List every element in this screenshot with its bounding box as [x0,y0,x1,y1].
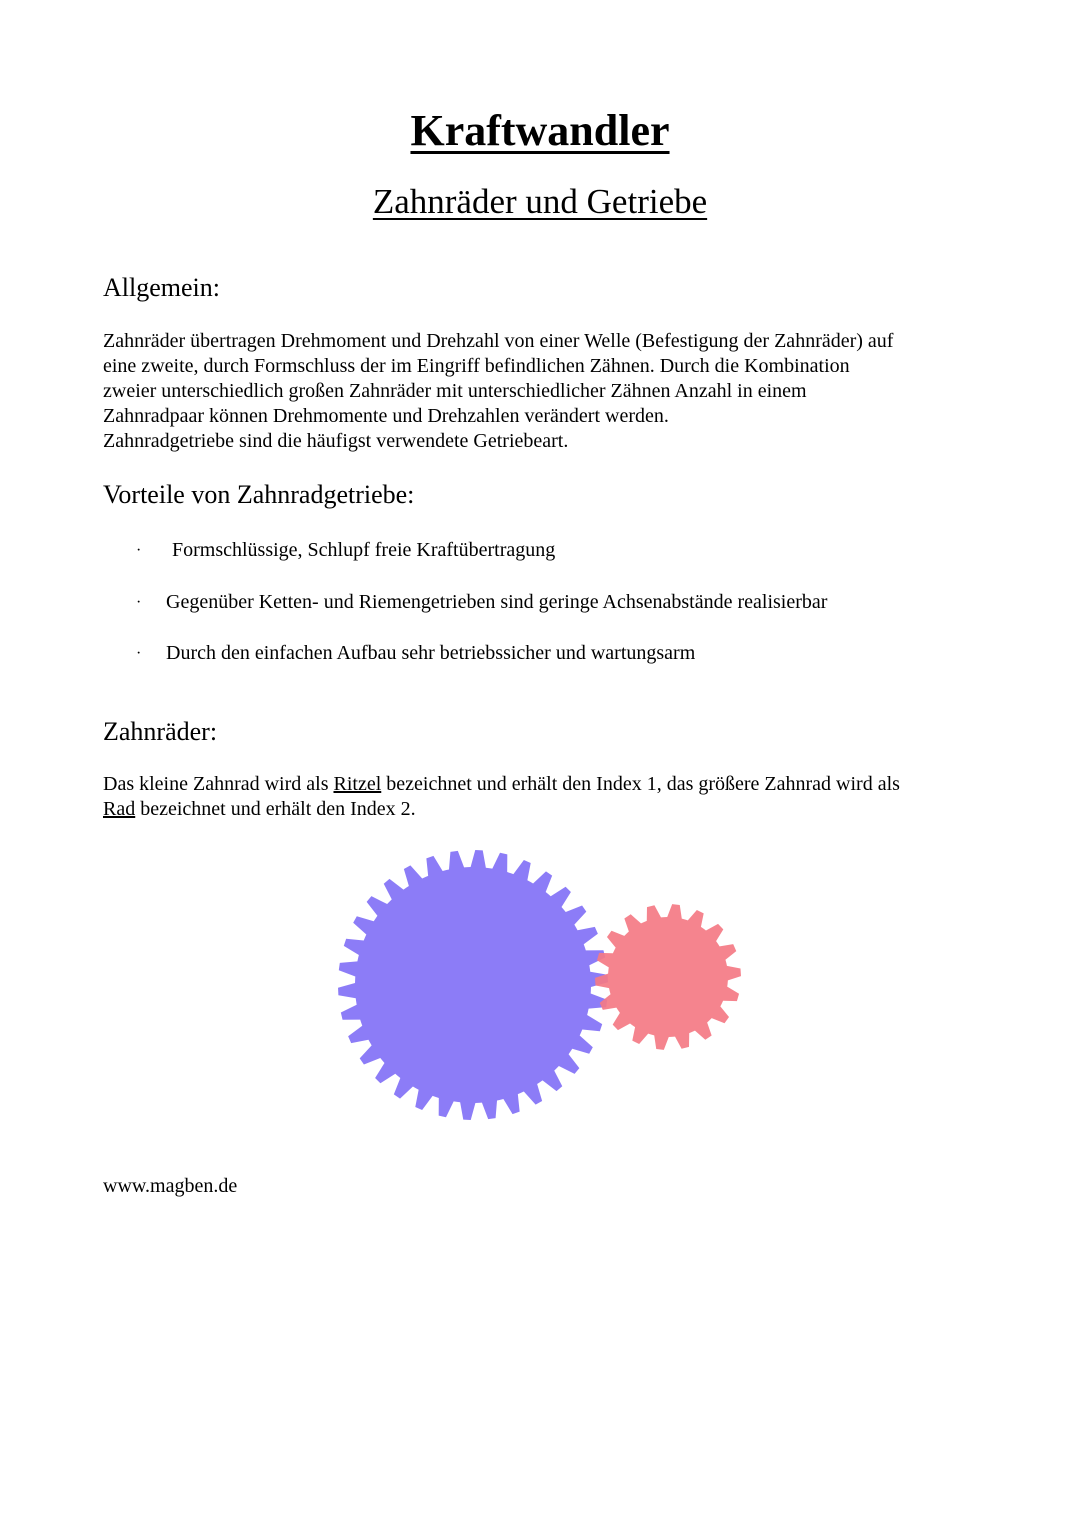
text-span: bezeichnet und erhält den Index 2. [135,798,416,820]
large-gear-icon [338,850,608,1120]
small-gear-icon [595,904,741,1050]
bullet-icon: · [136,542,142,559]
heading-gears: Zahnräder: [103,717,218,746]
text-span: bezeichnet und erhält den Index 1, das größere Zahnrad wird als [381,773,900,795]
gears-illustration [330,840,750,1130]
footer-url: www.magben.de [103,1175,238,1197]
list-item [136,590,827,615]
paragraph-line: Zahnräder übertragen Drehmoment und Drehzahl von einer Welle (Befestigung der Zahnräder) auf [103,330,894,352]
paragraph-line [103,772,1003,797]
term-ritzel: Ritzel [333,773,382,795]
heading-general: Allgemein: [103,273,220,302]
list-item [136,538,555,563]
page-title: Kraftwandler [410,106,670,155]
paragraph-gears [103,772,1003,822]
term-rad: Rad [103,798,136,820]
heading-advantages: Vorteile von Zahnradgetriebe: [103,480,415,509]
paragraph-line: eine zweite, durch Formschluss der im Eingriff befindlichen Zähnen. Durch die Kombination [103,355,850,377]
list-item-text: Formschlüssige, Schlupf freie Kraftübertragung [172,539,556,561]
paragraph-general [103,329,993,454]
list-item-text: Gegenüber Ketten- und Riemengetrieben sind geringe Achsenabstände realisierbar [166,591,828,613]
list-item-text: Durch den einfachen Aufbau sehr betriebssicher und wartungsarm [166,642,696,664]
paragraph-line: Zahnradgetriebe sind die häufigst verwendete Getriebeart. [103,430,569,452]
bullet-icon: · [136,645,142,662]
paragraph-line: zweier unterschiedlich großen Zahnräder mit unterschiedlicher Zähnen Anzahl in einem [103,380,807,402]
paragraph-line: Zahnradpaar können Drehmomente und Drehzahlen verändert werden. [103,405,669,427]
bullet-icon: · [136,594,142,611]
text-span: Das kleine Zahnrad wird als [103,773,334,795]
list-item [136,641,695,666]
page-subtitle: Zahnräder und Getriebe [372,182,708,221]
paragraph-line [103,797,1003,822]
